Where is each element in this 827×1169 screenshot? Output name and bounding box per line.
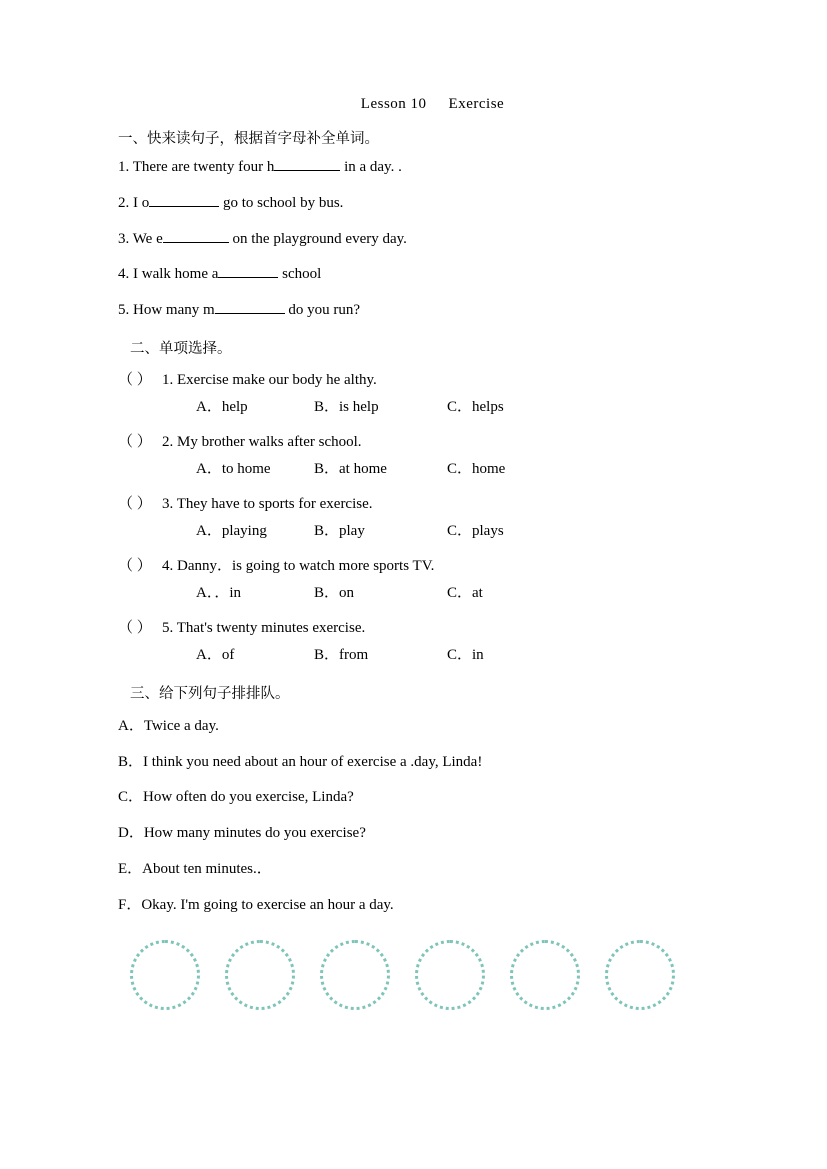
section-heading-1: 一、快来读句子，根据首字母补全单词。: [118, 131, 379, 147]
fill-blank-item: [118, 230, 727, 249]
section-heading-2: 二、单项选择。: [130, 340, 232, 357]
answer-paren[interactable]: （ ）: [118, 619, 152, 636]
answer-circle[interactable]: [510, 940, 580, 1010]
option-c[interactable]: C．plays: [447, 522, 504, 539]
title-lesson: Lesson 10: [360, 96, 427, 112]
answer-blank[interactable]: [163, 242, 229, 243]
fill-blank-item: [118, 158, 727, 177]
answer-paren[interactable]: （ ）: [118, 557, 152, 574]
question-text-post: do you run?: [284, 302, 361, 318]
question-text-pre: 1. Exercise: [162, 371, 233, 388]
answer-circle[interactable]: [605, 940, 675, 1010]
multiple-choice-question: [118, 554, 727, 575]
question-text-post: on the playground every day.: [228, 230, 407, 247]
question-text-pre: 5. How many m: [118, 302, 215, 318]
answer-blank[interactable]: [274, 170, 340, 171]
question-text-pre: 2. I o: [118, 194, 150, 211]
option-c[interactable]: C．helps: [447, 398, 504, 415]
option-row: [118, 519, 727, 540]
option-row: [118, 395, 727, 416]
question-text-post: make our body he althy.: [232, 371, 377, 388]
option-a[interactable]: A．of: [196, 646, 235, 663]
option-c[interactable]: C．at: [447, 584, 483, 601]
answer-blank[interactable]: [218, 277, 278, 278]
option-a[interactable]: A．help: [196, 398, 248, 415]
question-text-post: TV.: [412, 557, 435, 574]
question-text-pre: 2. My brother walks: [162, 433, 288, 450]
sentence-item: C．How often do you exercise, Linda?: [118, 789, 354, 806]
question-text-post: school: [278, 266, 322, 283]
answer-blank[interactable]: [149, 206, 219, 207]
option-b[interactable]: B．from: [314, 646, 369, 663]
option-c[interactable]: C．home: [447, 460, 506, 477]
question-text-pre: 4. I walk home a: [118, 266, 219, 283]
fill-blank-item: [118, 301, 727, 320]
question-text-post: in a day. .: [340, 159, 402, 175]
fill-blank-item: [118, 265, 727, 284]
option-row: [118, 643, 727, 664]
option-row: [118, 581, 727, 602]
multiple-choice-question: [118, 492, 727, 513]
question-text-pre: 4. Danny．is going to watch more sports: [162, 557, 413, 574]
question-text-post: go to school by bus.: [219, 194, 344, 211]
question-text-pre: 3. We e: [118, 230, 163, 247]
option-a[interactable]: A．．in: [196, 584, 242, 601]
question-text-post: exercise.: [312, 619, 366, 636]
multiple-choice-question: [118, 430, 727, 451]
option-b[interactable]: B．at home: [314, 460, 387, 477]
sentence-item: B．I think you need about an hour of exercise a .day, Linda!: [118, 753, 483, 770]
option-row: [118, 457, 727, 478]
question-text-post: after school.: [287, 433, 362, 450]
answer-circle-row: [118, 940, 727, 1010]
option-b[interactable]: B．on: [314, 584, 355, 601]
multiple-choice-question: [118, 368, 727, 389]
option-b[interactable]: B．is help: [314, 398, 379, 415]
option-a[interactable]: A．playing: [196, 522, 267, 539]
answer-circle[interactable]: [415, 940, 485, 1010]
answer-paren[interactable]: （ ）: [118, 495, 152, 512]
sentence-item: D．How many minutes do you exercise?: [118, 825, 366, 841]
option-b[interactable]: B．play: [314, 522, 365, 539]
question-text-pre: 1. There are twenty four h: [118, 159, 275, 175]
answer-paren[interactable]: （ ）: [118, 371, 152, 388]
answer-circle[interactable]: [130, 940, 200, 1010]
multiple-choice-question: [118, 616, 727, 637]
question-text-post: sports for exercise.: [258, 495, 373, 512]
sentence-item: E．About ten minutes.．: [118, 860, 272, 877]
sentence-item: F．Okay. I'm going to exercise an hour a day.: [118, 896, 394, 913]
option-a[interactable]: A．to home: [196, 460, 271, 477]
answer-circle[interactable]: [225, 940, 295, 1010]
option-c[interactable]: C．in: [447, 646, 484, 663]
section-heading-3: 三、给下列句子排排队。: [130, 685, 290, 702]
question-text-pre: 5. That's twenty minutes: [162, 619, 313, 636]
question-text-pre: 3. They have to: [162, 495, 259, 512]
title-exercise: Exercise: [448, 96, 505, 112]
answer-paren[interactable]: （ ）: [118, 433, 152, 450]
answer-blank[interactable]: [215, 313, 285, 314]
fill-blank-item: [118, 194, 727, 213]
answer-circle[interactable]: [320, 940, 390, 1010]
sentence-item: A．Twice a day.: [118, 717, 219, 734]
page-title: [118, 96, 727, 113]
